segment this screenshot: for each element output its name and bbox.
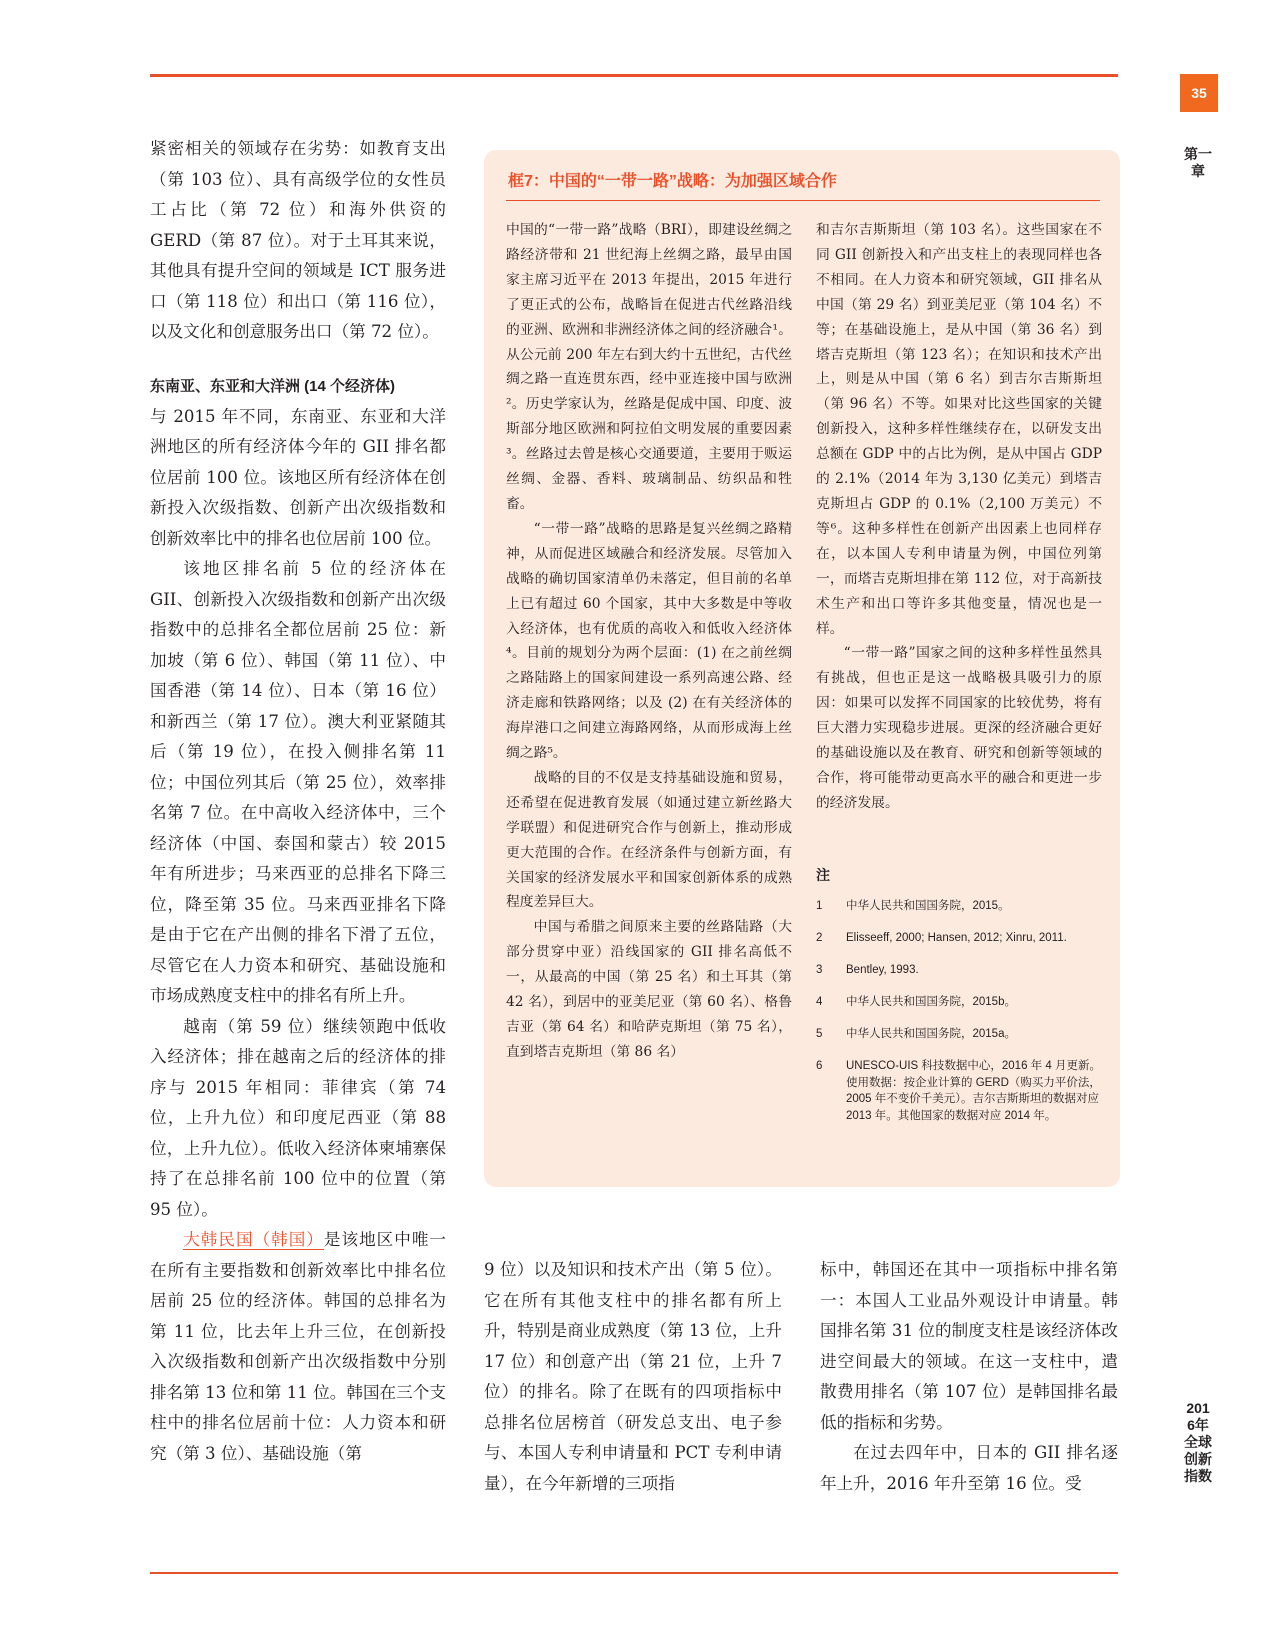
note-item xyxy=(816,898,1106,915)
box-left-column xyxy=(506,218,792,1065)
note-number: 1 xyxy=(816,900,823,912)
note-item xyxy=(816,994,1106,1011)
notes-list xyxy=(816,898,1106,1140)
note-number: 4 xyxy=(816,996,823,1008)
bottom-rule xyxy=(150,1572,1118,1574)
note-number: 6 xyxy=(816,1060,823,1072)
left-paragraph-4: 越南（第 59 位）继续领跑中低收入经济体；排在越南之后的经济体的排序与 2015 年相同：菲律宾（第 74 位，上升九位）和印度尼西亚（第 88 位，上升九位）。低收入经济体柬埔寨保持了在总排名前 100 位中的位置（第 95 位）。 xyxy=(150,1016,446,1219)
box-title: 框7：中国的“一带一路”战略：为加强区域合作 xyxy=(508,173,837,190)
left-paragraph-1: 紧密相关的领域存在劣势：如教育支出（第 103 位）、具有高级学位的女性员工占比（第 72 位）和海外供资的 GERD（第 87 位）。对于土耳其来说，其他具有提升空间的领域是 ICT 服务进口（第 118 位）和出口（第 116 位），以及文化和创意服务出口（第 72 位）。 xyxy=(150,139,446,341)
note-number: 3 xyxy=(816,964,823,976)
left-paragraph-3: 该地区排名前 5 位的经济体在 GII、创新投入次级指数和创新产出次级指数中的总排名全都位居前 25 位：新加坡（第 6 位）、韩国（第 11 位）、中国香港（第 14 位）、日本（第 16 位）和新西兰（第 17 位）。澳大利亚紧随其后（第 19 位），在投入侧排名第 11 位；中国位列其后（第 25 位），效率排名第 7 位。在中高收入经济体中，三个经济体（中国、泰国和蒙古）较 2015 年有所进步；马来西亚的总排名下降三位，降至第 35 位。马来西亚排名下降是由于它在产出侧的排名下滑了五位，尽管它在人力资本和研究、基础设施和市场成熟度支柱中的排名有所上升。 xyxy=(150,559,446,1005)
note-text: 中华人民共和国国务院，2015。 xyxy=(846,900,1010,912)
note-text: 中华人民共和国国务院，2015b。 xyxy=(846,996,1016,1008)
middle-paragraph-1: 9 位）以及知识和技术产出（第 5 位）。它在所有其他支柱中的排名都有所上升，特别是商业成熟度（第 13 位，上升 17 位）和创意产出（第 21 位，上升 7 位）的排名。除了在既有的四项指标中总排名位居榜首（研发总支出、电子参与、本国人专利申请量和 PCT 专利申请量），在今年新增的三项指 xyxy=(484,1260,782,1493)
note-item xyxy=(816,1058,1106,1124)
right-paragraph-2: 在过去四年中，日本的 GII 排名逐年上升，2016 年升至第 16 位。受 xyxy=(820,1443,1118,1493)
chapter-label: 第一章 xyxy=(1184,146,1212,179)
left-paragraph-5-text: 是该地区中唯一在所有主要指数和创新效率比中排名位居前 25 位的经济体。韩国的总排名为第 11 位，比去年上升三位，在创新投入次级指数和创新产出次级指数中分别排名第 13 位和第 11 位。韩国在三个支柱中的排名位居前十位：人力资本和研究（第 3 位）、基础设施（第 xyxy=(150,1230,447,1463)
note-item xyxy=(816,962,1106,979)
box-left-paragraph-3: 战略的目的不仅是支持基础设施和贸易，还希望在促进教育发展（如通过建立新丝路大学联盟）和促进研究合作与创新上，推动形成更大范围的合作。在经济条件与创新方面，有关国家的经济发展水平和国家创新体系的成熟程度差异巨大。 xyxy=(506,769,792,911)
note-number: 2 xyxy=(816,932,823,944)
box-left-paragraph-1: 中国的“一带一路”战略（BRI），即建设丝绸之路经济带和 21 世纪海上丝绸之路，最早由国家主席习近平在 2013 年提出，2015 年进行了更正式的公布，战略旨在促进古代丝路沿线的亚洲、欧洲和非洲经济体之间的经济融合¹。从公元前 200 年左右到大约十五世纪，古代丝绸之路一直连贯东西，经中亚连接中国与欧洲²。历史学家认为，丝路是促成中国、印度、波斯部分地区欧洲和阿拉伯文明发展的重要因素³。丝路过去曾是核心交通要道，主要用于贩运丝绸、金器、香料、玻璃制品、纺织品和牲畜。 xyxy=(506,222,792,512)
top-rule xyxy=(150,74,1118,77)
korea-highlight: 大韩民国（韩国） xyxy=(183,1230,324,1249)
note-text: 中华人民共和国国务院，2015a。 xyxy=(846,1028,1016,1040)
note-text: Bentley, 1993. xyxy=(846,964,919,976)
middle-column xyxy=(484,1255,782,1499)
page-number: 35 xyxy=(1180,74,1218,112)
left-column xyxy=(150,134,446,1469)
section-heading: 东南亚、东亚和大洋洲 (14 个经济体) xyxy=(150,377,396,395)
box-right-column xyxy=(816,218,1102,816)
left-paragraph-2: 与 2015 年不同，东南亚、东亚和大洋洲地区的所有经济体今年的 GII 排名都位居前 100 位。该地区所有经济体在创新投入次级指数、创新产出次级指数和创新效率比中的排名也位居前 100 位。 xyxy=(150,406,446,548)
report-title-label: 2016年全球创新指数 xyxy=(1184,1400,1212,1484)
note-text: UNESCO-UIS 科技数据中心，2016 年 4 月更新。使用数据：按企业计算的 GERD（购买力平价法，2005 年不变价千美元）。吉尔吉斯斯坦的数据对应 2013 年。其他国家的数据对应 2014 年。 xyxy=(846,1060,1101,1122)
box-right-paragraph-2: “一带一路”国家之间的这种多样性虽然具有挑战，但也正是这一战略极具吸引力的原因：如果可以发挥不同国家的比较优势，将有巨大潜力实现稳步进展。更深的经济融合更好的基础设施以及在教育、研究和创新等领域的合作，将可能带动更高水平的融合和更进一步的经济发展。 xyxy=(816,645,1102,811)
box-title-rule xyxy=(506,200,1100,201)
note-number: 5 xyxy=(816,1028,823,1040)
right-column xyxy=(820,1255,1118,1499)
right-paragraph-1: 标中，韩国还在其中一项指标中排名第一：本国人工业品外观设计申请量。韩国排名第 31 位的制度支柱是该经济体改进空间最大的领域。在这一支柱中，遣散费用排名（第 107 位）是韩国排名最低的指标和劣势。 xyxy=(820,1260,1118,1432)
note-text: Elisseeff, 2000; Hansen, 2012; Xinru, 2011. xyxy=(846,932,1067,944)
notes-heading: 注 xyxy=(816,867,830,883)
note-item xyxy=(816,930,1106,947)
box-left-paragraph-2: “一带一路”战略的思路是复兴丝绸之路精神，从而促进区域融合和经济发展。尽管加入战略的确切国家清单仍未落定，但目前的名单上已有超过 60 个国家，其中大多数是中等收入经济体，也有优质的高收入和低收入经济体⁴。目前的规划分为两个层面：(1) 在之前丝绸之路陆路上的国家间建设一系列高速公路、经济走廊和铁路网络；以及 (2) 在有关经济体的海岸港口之间建立海路网络，从而形成海上丝绸之路⁵。 xyxy=(506,520,792,762)
box-left-paragraph-4: 中国与希腊之间原来主要的丝路陆路（大部分贯穿中亚）沿线国家的 GII 排名高低不一，从最高的中国（第 25 名）和土耳其（第 42 名），到居中的亚美尼亚（第 60 名）、格鲁吉亚（第 64 名）和哈萨克斯坦（第 75 名），直到塔吉克斯坦（第 86 名） xyxy=(506,919,792,1060)
note-item xyxy=(816,1026,1106,1043)
box-right-paragraph-1: 和吉尔吉斯斯坦（第 103 名）。这些国家在不同 GII 创新投入和产出支柱上的表现同样也各不相同。在人力资本和研究领域，GII 排名从中国（第 29 名）到亚美尼亚（第 104 名）不等；在基础设施上，是从中国（第 36 名）到塔吉克斯坦（第 123 名）；在知识和技术产出上，则是从中国（第 6 名）到吉尔吉斯斯坦（第 96 名）不等。如果对比这些国家的关键创新投入，这种多样性继续存在，以研发支出总额在 GDP 中的占比为例，是从中国占 GDP 的 2.1%（2014 年为 3,130 亿美元）到塔吉克斯坦占 GDP 的 0.1%（2,100 万美元）不等⁶。这种多样性在创新产出因素上也同样存在，以本国人专利申请量为例，中国位列第一，而塔吉克斯坦排在第 112 位，对于高新技术生产和出口等许多其他变量，情况也是一样。 xyxy=(816,222,1102,637)
left-paragraph-5 xyxy=(150,1225,446,1469)
